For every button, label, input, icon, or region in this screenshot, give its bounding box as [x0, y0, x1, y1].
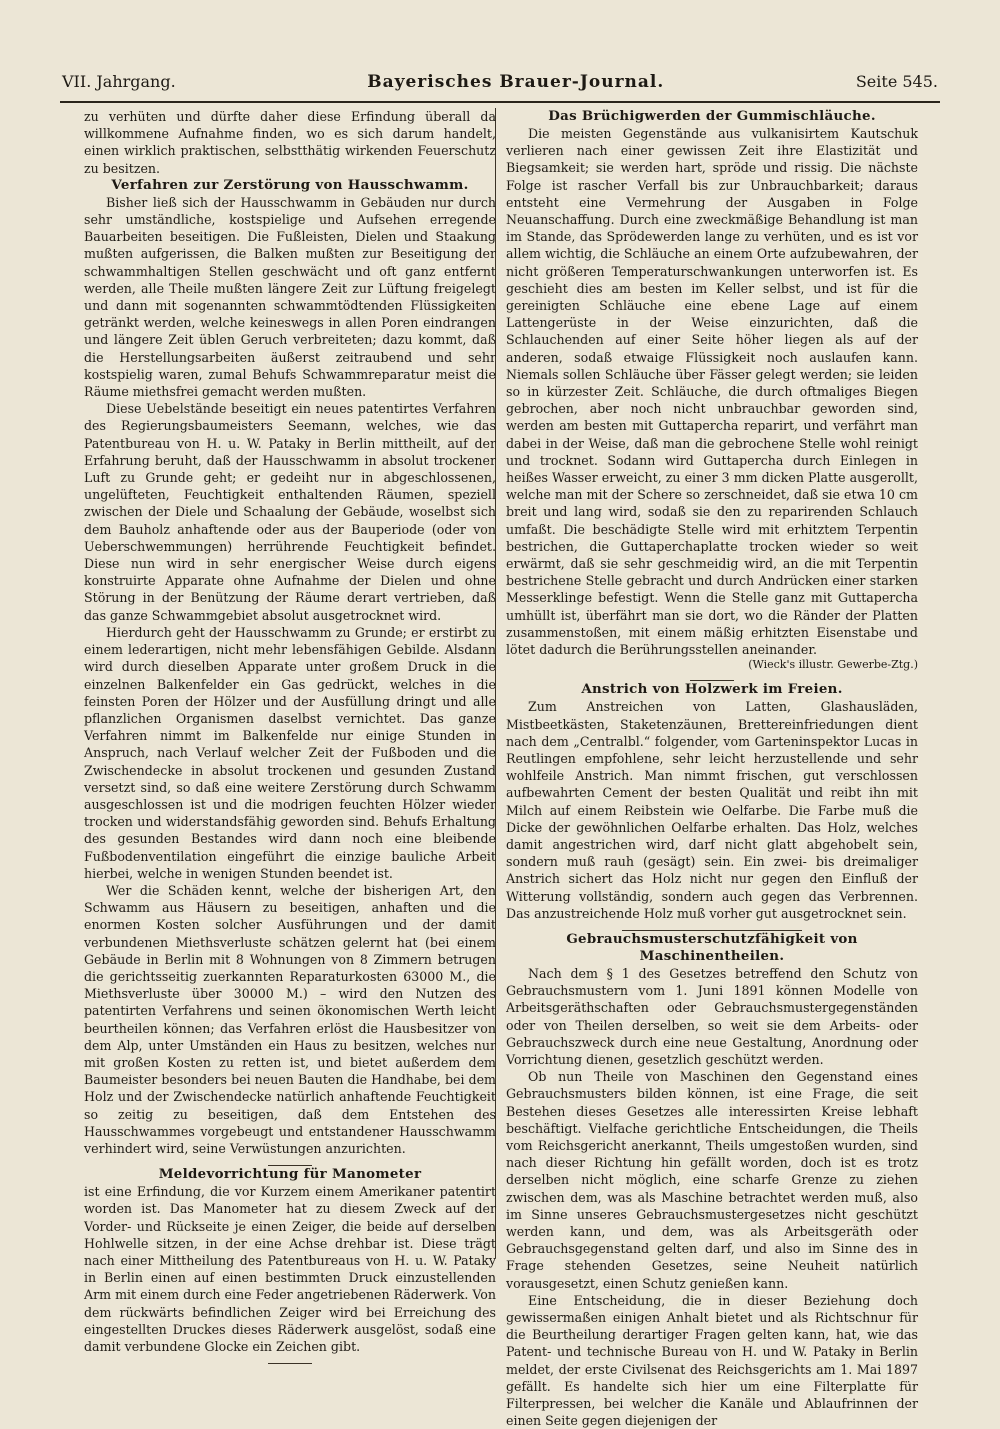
right-column: [506, 108, 918, 1429]
section-rule: [268, 1363, 312, 1364]
paragraph: Wer die Schäden kennt, welche der bisherigen Art, den Schwamm aus Häusern zu beseitigen, anhaften und die enormen Kosten solcher Ausführungen und der damit verbundenen Miethsverluste schätzen gelernt hat (bei einem Gebäude in Berlin mit 8 Wohnungen von 8 Zimmern betrugen die gerichtsseitig zuerkannten Reparaturkosten 63000 M., die Miethsverluste über 30000 M.) – wird den Nutzen des patentirten Verfahrens und seinen ökonomischen Werth leicht beurtheilen können; das Verfahren erlöst die Hausbesitzer von dem Alp, unter Umständen ein Haus zu besitzen, welches nur mit großen Kosten zu retten ist, und bietet außerdem dem Baumeister besonders bei neuen Bauten die Handhabe, bei dem Holz und der Zwischendecke natürlich anhaftende Feuchtigkeit so zeitig zu beseitigen, daß dem Entstehen des Hausschwammes vorgebeugt und entstandener Hausschwamm verhindert wird, seine Verwüstungen anzurichten.: [84, 882, 496, 1156]
paragraph: Eine Entscheidung, die in dieser Beziehung doch gewissermaßen einigen Anhalt bietet und als Richtschnur für die Beurtheilung derartiger Fragen gelten kann, hat, wie das Patent- und technische Bureau von H. und W. Pataky in Berlin meldet, der erste Civilsenat des Reichsgerichts am 1. Mai 1897 gefällt. Es handelte sich hier um eine Filterplatte für Filterpressen, bei welcher die Kanäle und Ablaufrinnen der einen Seite gegen diejenigen der: [506, 1292, 918, 1429]
page-number: Seite 545.: [855, 72, 938, 91]
paragraph: Hierdurch geht der Hausschwamm zu Grunde; er erstirbt zu einem lederartigen, nicht mehr lebensfähigen Gebilde. Alsdann wird durch dieselben Apparate unter großem Druck in die einzelnen Balkenfelder ein Gas gedrückt, welches in die feinsten Poren der Hölzer und der Ausfüllung dringt und alle pflanzlichen Organismen daselbst vernichtet. Das ganze Verfahren nimmt im Balkenfelde nur einige Stunden in Anspruch, nach Verlauf welcher Zeit der Fußboden und die Zwischendecke in absolut trockenen und gesunden Zustand versetzt sind, so daß eine weitere Zerstörung durch Schwamm ausgeschlossen ist und die modrigen feuchten Hölzer wieder trocken und widerstandsfähig geworden sind. Behufs Erhaltung des gesunden Bestandes wird dann noch eine bleibende Fußbodenventilation eingeführt die einzige bauliche Arbeit hierbei, welche in wenigen Stunden beendet ist.: [84, 624, 496, 881]
article-heading-gebrauchsmuster: Gebrauchsmusterschutzfähigkeit von Maschinentheilen.: [566, 930, 858, 964]
header-rule: [60, 101, 940, 103]
article-continuation: zu verhüten und dürfte daher diese Erfindung überall da willkommene Aufnahme finden, wo es sich darum handelt, einen wirklich praktischen, selbstthätig wirkenden Feuerschutz zu besitzen.: [84, 109, 496, 176]
article-heading-gummischlaeuche: Das Brüchigwerden der Gummischläuche.: [548, 108, 876, 124]
paragraph: Die meisten Gegenstände aus vulkanisirtem Kautschuk verlieren nach einer gewissen Zeit ihre Elastizität und Biegsamkeit; sie werden hart, spröde und rissig. Die nächste Folge ist rascher Verfall bis zur Unbrauchbarkeit; daraus entsteht eine Vermehrung der Ausgaben in Folge Neuanschaffung. Durch eine zweckmäßige Behandlung ist man im Stande, das Sprödewerden lange zu verhüten, und es ist vor allem wichtig, die Schläuche an einem Orte aufzubewahren, der nicht größeren Temperaturschwankungen unterworfen ist. Es geschieht dies am besten im Keller selbst, und ist für die gereinigten Schläuche eine ebene Lage auf einem Lattengerüste in der Weise einzurichten, daß die Schlauchenden auf einer Seite höher liegen als auf der anderen, sodaß etwaige Flüssigkeit noch auslaufen kann. Niemals sollen Schläuche über Fässer gelegt werden; sie leiden so in kürzester Zeit. Schläuche, die durch oftmaliges Biegen gebrochen, aber noch nicht unbrauchbar geworden sind, werden am besten mit Guttapercha reparirt, und verfährt man dabei in der Weise, daß man die gebrochene Stelle wohl reinigt und trocknet. Sodann wird Guttapercha durch Einlegen in heißes Wasser erweicht, zu einer 3 mm dicken Platte ausgerollt, welche man mit der Schere so zerschneidet, daß sie etwa 10 cm breit und lang wird, sodaß sie den zu reparirenden Schlauch umfaßt. Die beschädigte Stelle wird mit erhitztem Terpentin bestrichen, die Guttaperchaplatte trocken wieder so weit erwärmt, daß sie sehr geschmeidig wird, an die mit Terpentin bestrichene Stelle gebracht und durch Andrücken einer starken Messerklinge befestigt. Wenn die Stelle ganz mit Guttapercha umhüllt ist, überfährt man sie dort, wo die Ränder der Platten zusammenstoßen, mit einem mäßig erhitzten Eisenstabe und lötet dadurch die Berührungsstellen aneinander.: [506, 126, 918, 658]
source-citation: (Wieck's illustr. Gewerbe-Ztg.): [748, 658, 918, 672]
article-heading-hausschwamm: Verfahren zur Zerstörung von Hausschwamm.: [111, 176, 469, 193]
page-header: [62, 72, 938, 102]
paragraph: Diese Uebelstände beseitigt ein neues patentirtes Verfahren des Regierungsbaumeisters Seemann, welches, wie das Patentbureau von H. u. W. Pataky in Berlin mittheilt, auf der Erfahrung beruht, daß der Hausschwamm in absolut trockener Luft zu Grunde geht; er gedeiht nur in abgeschlossenen, ungelüfteten, Feuchtigkeit enthaltenden Räumen, speziell zwischen der Diele und Schaalung der Gebäude, woselbst sich dem Bauholz anhaftende oder aus der Bauperiode (oder von Ueberschwemmungen) herrührende Feuchtigkeit befindet. Diese nun wird in sehr energischer Weise durch eigens konstruirte Apparate ohne Aufnahme der Dielen und ohne Störung in der Benützung der Räume derart vertrieben, daß das ganze Schwammgebiet absolut ausgetrocknet wird.: [84, 401, 496, 623]
volume-label: VII. Jahrgang.: [62, 72, 176, 91]
paragraph: Ob nun Theile von Maschinen den Gegenstand eines Gebrauchsmusters bilden können, ist eine Frage, die seit Bestehen dieses Gesetzes alle interessirten Kreise lebhaft beschäftigt. Vielfache gerichtliche Entscheidungen, die Theils vom Reichsgericht anerkannt, Theils umgestoßen wurden, sind nach dieser Richtung hin gefällt worden, doch ist es trotz derselben nicht möglich, eine scharfe Grenze zu ziehen zwischen dem, was als Maschine betrachtet werden muß, also im Sinne unseres Gebrauchsmustergesetzes nicht geschützt werden kann, und dem, was als Arbeitsgeräth oder Gebrauchsgegenstand gelten darf, und also im Sinne des in Frage stehenden Gesetzes, seine Neuheit natürlich vorausgesetzt, einen Schutz genießen kann.: [506, 1069, 918, 1291]
left-column: [84, 108, 496, 1364]
paragraph: Bisher ließ sich der Hausschwamm in Gebäuden nur durch sehr umständliche, kostspielige und Aufsehen erregende Bauarbeiten beseitigen. Die Fußleisten, Dielen und Staakung mußten aufgerissen, die Balken mußten zur Beseitigung der schwammhaltigen Stellen geschwächt und oft ganz entfernt werden, alle Theile mußten längere Zeit zur Lüftung freigelegt und dann mit sogenannten schwammtödtenden Flüssigkeiten getränkt werden, welche keineswegs in allen Poren eindrangen und längere Zeit üblen Geruch verbreiteten; dazu kommt, daß die Herstellungsarbeiten äußerst zeitraubend und sehr kostspielig waren, zumal Behufs Schwammreparatur meist die Räume miethsfrei gemacht werden mußten.: [84, 194, 496, 400]
paragraph: Nach dem § 1 des Gesetzes betreffend den Schutz von Gebrauchsmustern vom 1. Juni 1891 können Modelle von Arbeitsgeräthschaften oder Gebrauchsmustergegenständen oder von Theilen derselben, so weit sie dem Arbeits- oder Gebrauchszweck durch eine neue Gestaltung, Anordnung oder Vorrichtung dienen, gesetzlich geschützt werden.: [506, 965, 918, 1067]
article-heading-anstrich: Anstrich von Holzwerk im Freien.: [581, 681, 843, 698]
journal-title: Bayerisches Brauer-Journal.: [367, 72, 665, 92]
paragraph: Zum Anstreichen von Latten, Glashausläden, Mistbeetkästen, Staketenzäunen, Brettereinfriedungen dient nach dem „Centralbl.“ folgender, vom Garteninspektor Lucas in Reutlingen empfohlene, sehr leicht herzustellende und sehr wohlfeile Anstrich. Man nimmt frischen, gut verschlossen aufbewahrten Cement der besten Qualität und reibt ihn mit Milch auf einem Reibstein wie Oelfarbe. Die Farbe muß die Dicke der gewöhnlichen Oelfarbe erhalten. Das Holz, welches damit angestrichen wird, darf nicht glatt abgehobelt sein, sondern muß rauh (gesägt) sein. Ein zwei- bis dreimaliger Anstrich sichert das Holz nicht nur gegen den Einfluß der Witterung vollständig, sondern auch gegen das Verbrennen. Das anzustreichende Holz muß vorher gut ausgetrocknet sein.: [506, 699, 918, 921]
paragraph: ist eine Erfindung, die vor Kurzem einem Amerikaner patentirt worden ist. Das Manometer hat zu diesem Zweck auf der Vorder- und Rückseite je einen Zeiger, die beide auf derselben Hohlwelle sitzen, in der eine Achse drehbar ist. Diese trägt nach einer Mittheilung des Patentbureaus von H. u. W. Pataky in Berlin einen auf einen bestimmten Druck einzustellenden Arm mit einem durch eine Feder angetriebenen Räderwerk. Von dem rückwärts befindlichen Zeiger wird bei Erreichung des eingestellten Druckes dieses Räderwerk ausgelöst, sodaß eine damit verbundene Glocke ein Zeichen gibt.: [84, 1184, 496, 1355]
article-heading-manometer: Meldevorrichtung für Manometer: [158, 1166, 422, 1183]
